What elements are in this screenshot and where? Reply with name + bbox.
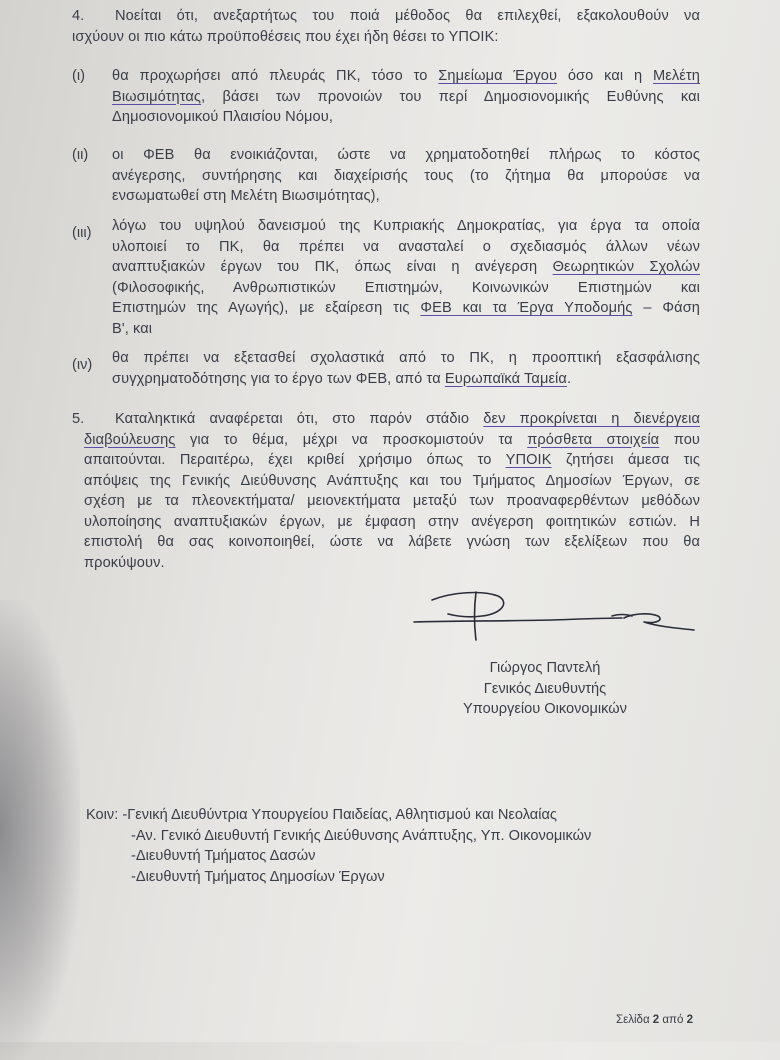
item-ii-line-2: ανέγερσης, συντήρησης και διαχείρισής τους (το ζήτημα θα μπορούσε να bbox=[112, 167, 700, 184]
paragraph-5-text-d: απαιτούνται. Περαιτέρω, έχει κριθεί χρήσιμο όπως το bbox=[84, 452, 492, 468]
item-i-text-c: , βάσει των προνοιών του περί Δημοσιονομικής Ευθύνης και bbox=[201, 88, 700, 105]
paragraph-5-line-8: προκύψουν. bbox=[84, 554, 165, 571]
cc-label: Κοιν: bbox=[86, 807, 119, 823]
item-iii-text-a: αναπτυξιακών έργων του ΠΚ, όπως είναι η ανέγερση bbox=[112, 259, 538, 275]
item-iv-text-a: συγχρηματοδότησης για το έργο των ΦΕΒ, από τα bbox=[112, 370, 441, 387]
item-i-underline-viability: Βιωσιμότητας bbox=[112, 88, 202, 105]
paragraph-5-line-3 bbox=[84, 450, 700, 471]
item-iii-line-1: λόγω του υψηλού δανεισμού της Κυπριακής Δημοκρατίας, για έργα τα οποία bbox=[112, 218, 700, 234]
paragraph-5-underline-consultation: δεν προκρίνεται η διενέργεια bbox=[483, 411, 700, 427]
item-i-body bbox=[112, 66, 700, 128]
item-ii-number: (ιι) bbox=[72, 147, 89, 163]
item-i-text-b: όσο και η bbox=[567, 68, 643, 84]
item-ii-body bbox=[112, 145, 700, 207]
paragraph-4-cont bbox=[72, 27, 700, 48]
item-iii-line-3 bbox=[112, 257, 700, 278]
paragraph-5-text-e: ζητήσει άμεσα τις bbox=[565, 452, 700, 468]
paragraph-4-line-2: ισχύουν οι πιο κάτω προϋποθέσεις που έχει ήδη θέσει το ΥΠΟΙΚ: bbox=[72, 28, 499, 45]
paragraph-4-body bbox=[115, 6, 700, 27]
paragraph-5-line-4: απόψεις της Γενικής Διεύθυνσης Ανάπτυξης και του Τμήματος Δημοσίων Έργων, σε bbox=[84, 472, 700, 489]
item-i-underline-study: Μελέτη bbox=[653, 68, 700, 84]
paragraph-5-number: 5. bbox=[72, 411, 85, 427]
signer-title: Γενικός Διευθυντής bbox=[483, 680, 607, 697]
item-iii-line-5 bbox=[112, 298, 700, 319]
cc-recipient: -Διευθυντή Τμήματος Δασών bbox=[131, 848, 316, 864]
paragraph-5-text-c: που bbox=[673, 431, 701, 448]
paragraph-5-line-7: επιστολή θα σας κοινοποιηθεί, ώστε να λάβετε γνώση των εξελίξεων που θα bbox=[84, 534, 700, 550]
item-iii-underline-feb: ΦΕΒ και τα Έργα Υποδομής bbox=[420, 300, 633, 316]
handwritten-signature bbox=[412, 588, 702, 648]
item-iii-body bbox=[112, 216, 700, 339]
paragraph-5-line-5: σχέση με τα πλεονεκτήματα/ μειονεκτήματα μεταξύ των προαναφερθέντων μεθόδων bbox=[84, 493, 700, 509]
item-iv-line-1: θα πρέπει να εξετασθεί σχολαστικά από το ΠΚ, η προοπτική εξασφάλισης bbox=[112, 350, 700, 366]
item-iv-text-b: . bbox=[566, 370, 572, 387]
paragraph-5-underline-additional: πρόσθετα στοιχεία bbox=[527, 431, 660, 448]
signer-block bbox=[440, 658, 650, 720]
item-iv-underline-eu-funds: Ευρωπαϊκά Ταμεία bbox=[444, 370, 567, 387]
item-iii-text-b: Επιστημών της Αγωγής), με εξαίρεση τις bbox=[112, 300, 410, 316]
paragraph-5-line-2 bbox=[84, 430, 700, 451]
paragraph-5-underline-ypoik: ΥΠΟΙΚ bbox=[505, 452, 552, 468]
paragraph-4-number: 4. bbox=[72, 8, 85, 24]
paragraph-5-underline-consultation-2: διαβούλευσης bbox=[84, 431, 176, 448]
page-number-footer bbox=[616, 1014, 693, 1026]
cc-recipient: -Γενική Διευθύντρια Υπουργείου Παιδείας, Αθλητισμού και Νεολαίας bbox=[122, 807, 557, 823]
paragraph-5-line-6: υλοποίησης αναπτυξιακών έργων, με έμφαση στην ανέγερση φοιτητικών εστιών. Η bbox=[84, 513, 700, 530]
cc-row-first bbox=[86, 805, 591, 826]
item-i-line-1 bbox=[112, 66, 700, 87]
cc-recipient: -Διευθυντή Τμήματος Δημοσίων Έργων bbox=[131, 868, 385, 885]
cc-list bbox=[86, 805, 591, 887]
item-i-line-3: Δημοσιονομικού Πλαισίου Νόμου, bbox=[112, 109, 334, 125]
paragraph-5-text-a: Καταληκτικά αναφέρεται ότι, στο παρόν στάδιο bbox=[115, 411, 470, 427]
item-i-number: (ι) bbox=[72, 68, 85, 84]
item-iv-body bbox=[112, 348, 700, 389]
item-iv-line-2 bbox=[112, 369, 700, 390]
footer-of: από bbox=[662, 1014, 684, 1026]
item-iii-line-4: (Φιλοσοφικής, Ανθρωπιστικών Επιστημών, Κοινωνικών Επιστημών και bbox=[112, 279, 700, 296]
item-i-text-a: θα προχωρήσει από πλευράς ΠΚ, τόσο το bbox=[112, 68, 428, 84]
item-i-underline-note: Σημείωμα Έργου bbox=[438, 68, 558, 84]
item-ii-line-1: οι ΦΕΒ θα ενοικιάζονται, ώστε να χρηματοδοτηθεί πλήρως το κόστος bbox=[112, 147, 700, 163]
signer-ministry: Υπουργείου Οικονομικών bbox=[463, 701, 627, 717]
paragraph-4-line-1: Νοείται ότι, ανεξαρτήτως του ποιά μέθοδος θα επιλεχθεί, εξακολουθούν να bbox=[115, 8, 700, 24]
paragraph-5-body bbox=[84, 430, 700, 574]
footer-page: 2 bbox=[652, 1014, 660, 1026]
item-iii-text-c: – Φάση bbox=[643, 300, 701, 316]
paragraph-5-line-1 bbox=[115, 409, 700, 430]
paragraph-5-text-b: για το θέμα, μέχρι να προσκομιστούν τα bbox=[189, 431, 513, 448]
item-iii-line-2: υλοποιεί το ΠΚ, θα πρέπει να ανασταλεί ο σχεδιασμός άλλων νέων bbox=[112, 238, 700, 255]
item-i-line-2 bbox=[112, 87, 700, 108]
paragraph-5-first bbox=[115, 409, 700, 430]
item-iv-number: (ιν) bbox=[72, 357, 93, 373]
cc-recipient: -Αν. Γενικό Διευθυντή Γενικής Διεύθυνσης Ανάπτυξης, Υπ. Οικονομικών bbox=[131, 827, 592, 844]
item-ii-line-3: ενσωματωθεί στη Μελέτη Βιωσιμότητας), bbox=[112, 188, 380, 204]
footer-total: 2 bbox=[686, 1014, 693, 1026]
item-iii-underline-schools: Θεωρητικών Σχολών bbox=[552, 259, 700, 275]
item-iii-line-6: Β', και bbox=[112, 320, 153, 337]
signer-name: Γιώργος Παντελή bbox=[489, 660, 601, 676]
footer-prefix: Σελίδα bbox=[616, 1014, 650, 1026]
item-iii-number: (ιιι) bbox=[72, 225, 92, 241]
